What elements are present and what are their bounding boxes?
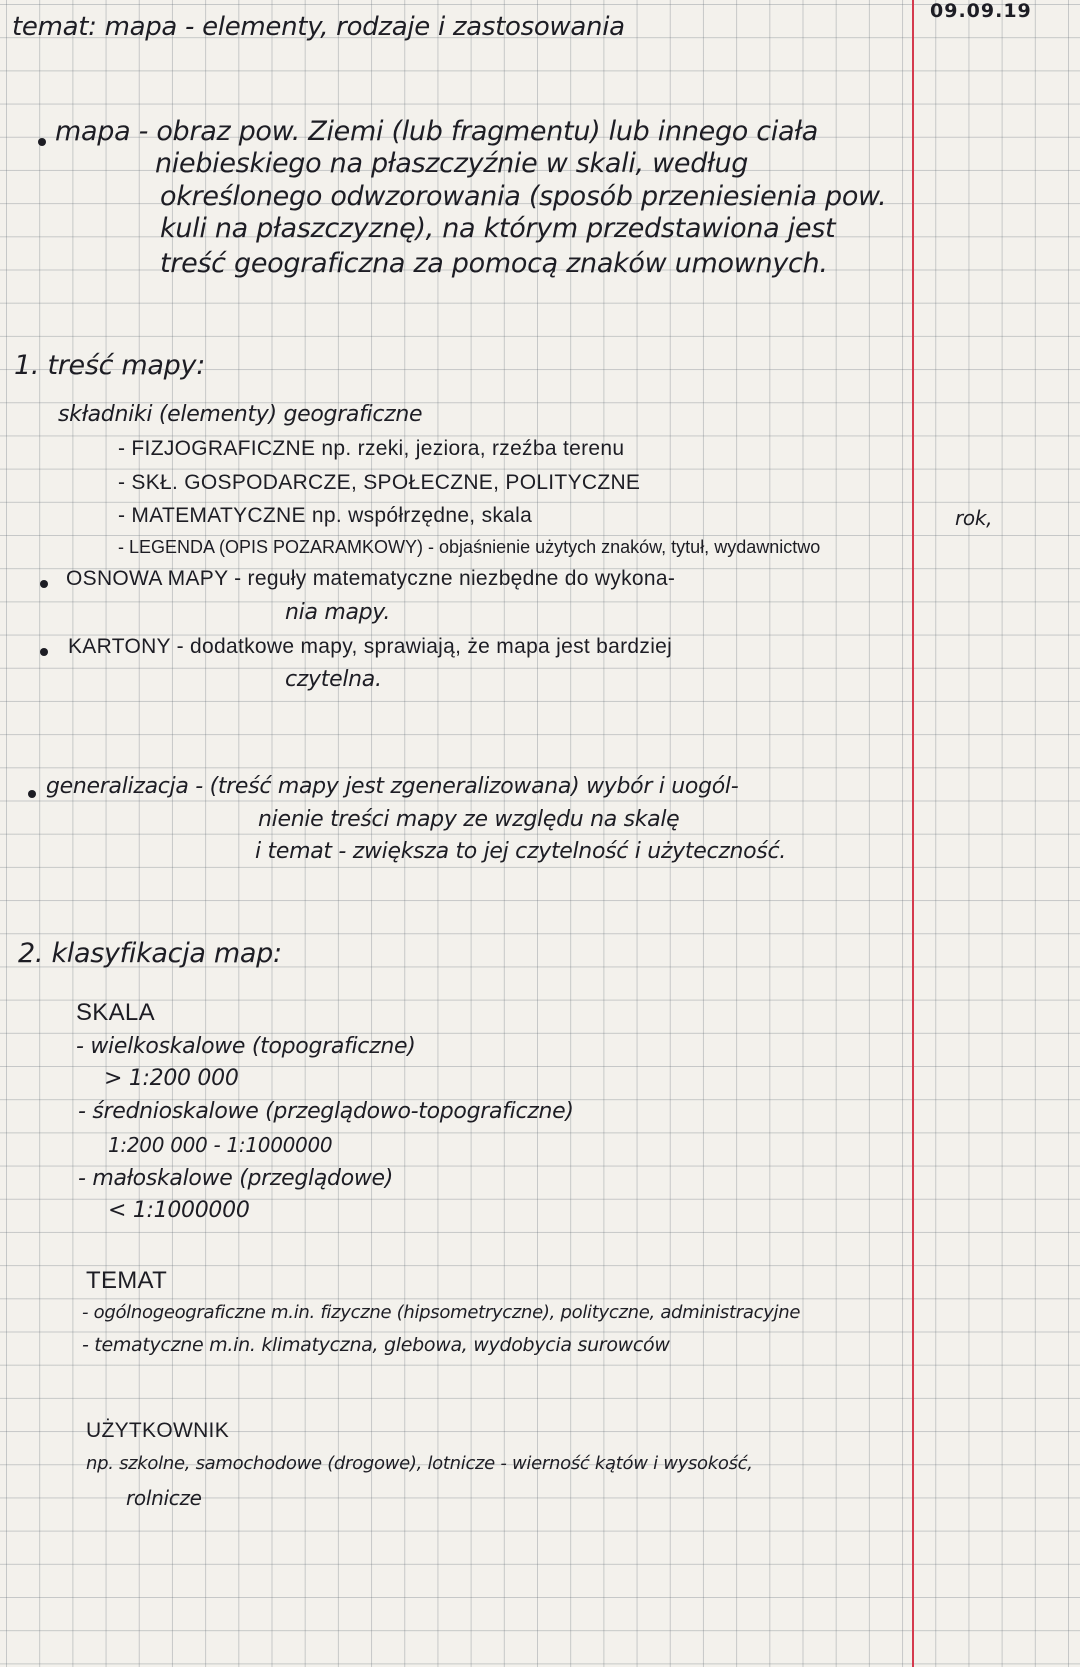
scale-item: - małoskalowe (przeglądowe) <box>78 1166 394 1191</box>
user-title: UŻYTKOWNIK <box>86 1419 229 1442</box>
legend-note: rok, <box>955 506 993 530</box>
page-date: 09.09.19 <box>930 0 1032 22</box>
section-heading: 2. klasyfikacja map: <box>18 938 282 969</box>
scale-item: - średnioskalowe (przeglądowo-topograficzne) <box>78 1099 574 1124</box>
page-topic: temat: mapa - elementy, rodzaje i zastosowania <box>12 12 625 42</box>
generalizacja-line: nienie treści mapy ze względu na skalę <box>258 807 680 832</box>
definition-line: treść geograficzna za pomocą znaków umownych. <box>160 248 828 279</box>
generalizacja-line: i temat - zwiększa to jej czytelność i użyteczność. <box>255 839 786 864</box>
element-item: - LEGENDA (OPIS POZARAMKOWY) - objaśnienie użytych znaków, tytuł, wydawnictwo <box>118 537 821 557</box>
scale-title: SKALA <box>76 999 155 1026</box>
bullet-dot <box>28 790 36 798</box>
topic-item: - ogólnogeograficzne m.in. fizyczne (hipsometryczne), polityczne, administracyjne <box>82 1302 801 1323</box>
scale-item: > 1:200 000 <box>104 1066 239 1091</box>
definition-line: mapa - obraz pow. Ziemi (lub fragmentu) lub innego ciała <box>55 116 818 147</box>
bullet-dot <box>40 580 48 588</box>
element-item: - SKŁ. GOSPODARCZE, SPOŁECZNE, POLITYCZNE <box>118 471 641 494</box>
user-item: rolnicze <box>126 1486 202 1510</box>
osnowa-line: OSNOWA MAPY - reguły matematyczne niezbędne do wykona- <box>66 567 676 590</box>
section-heading: 1. treść mapy: <box>14 350 205 381</box>
topic-title: TEMAT <box>86 1267 168 1294</box>
osnowa-line: nia mapy. <box>285 600 391 625</box>
element-item: - FIZJOGRAFICZNE np. rzeki, jeziora, rzeźba terenu <box>118 437 625 460</box>
red-margin-line <box>912 0 914 1667</box>
scale-item: 1:200 000 - 1:1000000 <box>108 1133 333 1157</box>
element-item: - MATEMATYCZNE np. współrzędne, skala <box>118 504 533 527</box>
generalizacja-line: generalizacja - (treść mapy jest zgeneralizowana) wybór i uogól- <box>46 774 739 799</box>
kartony-line: czytelna. <box>285 667 382 692</box>
definition-line: niebieskiego na płaszczyźnie w skali, według <box>155 148 749 179</box>
kartony-line: KARTONY - dodatkowe mapy, sprawiają, że mapa jest bardziej <box>68 635 673 658</box>
elements-intro: składniki (elementy) geograficzne <box>58 402 423 427</box>
bullet-dot <box>38 138 46 146</box>
user-item: np. szkolne, samochodowe (drogowe), lotnicze - wierność kątów i wysokość, <box>86 1453 753 1474</box>
definition-line: określonego odwzorowania (sposób przeniesienia pow. <box>160 181 887 212</box>
topic-item: - tematyczne m.in. klimatyczna, glebowa, wydobycia surowców <box>82 1334 670 1356</box>
scale-item: - wielkoskalowe (topograficzne) <box>76 1034 416 1059</box>
bullet-dot <box>40 648 48 656</box>
scale-item: < 1:1000000 <box>108 1198 250 1223</box>
definition-line: kuli na płaszczyznę), na którym przedstawiona jest <box>160 213 836 244</box>
